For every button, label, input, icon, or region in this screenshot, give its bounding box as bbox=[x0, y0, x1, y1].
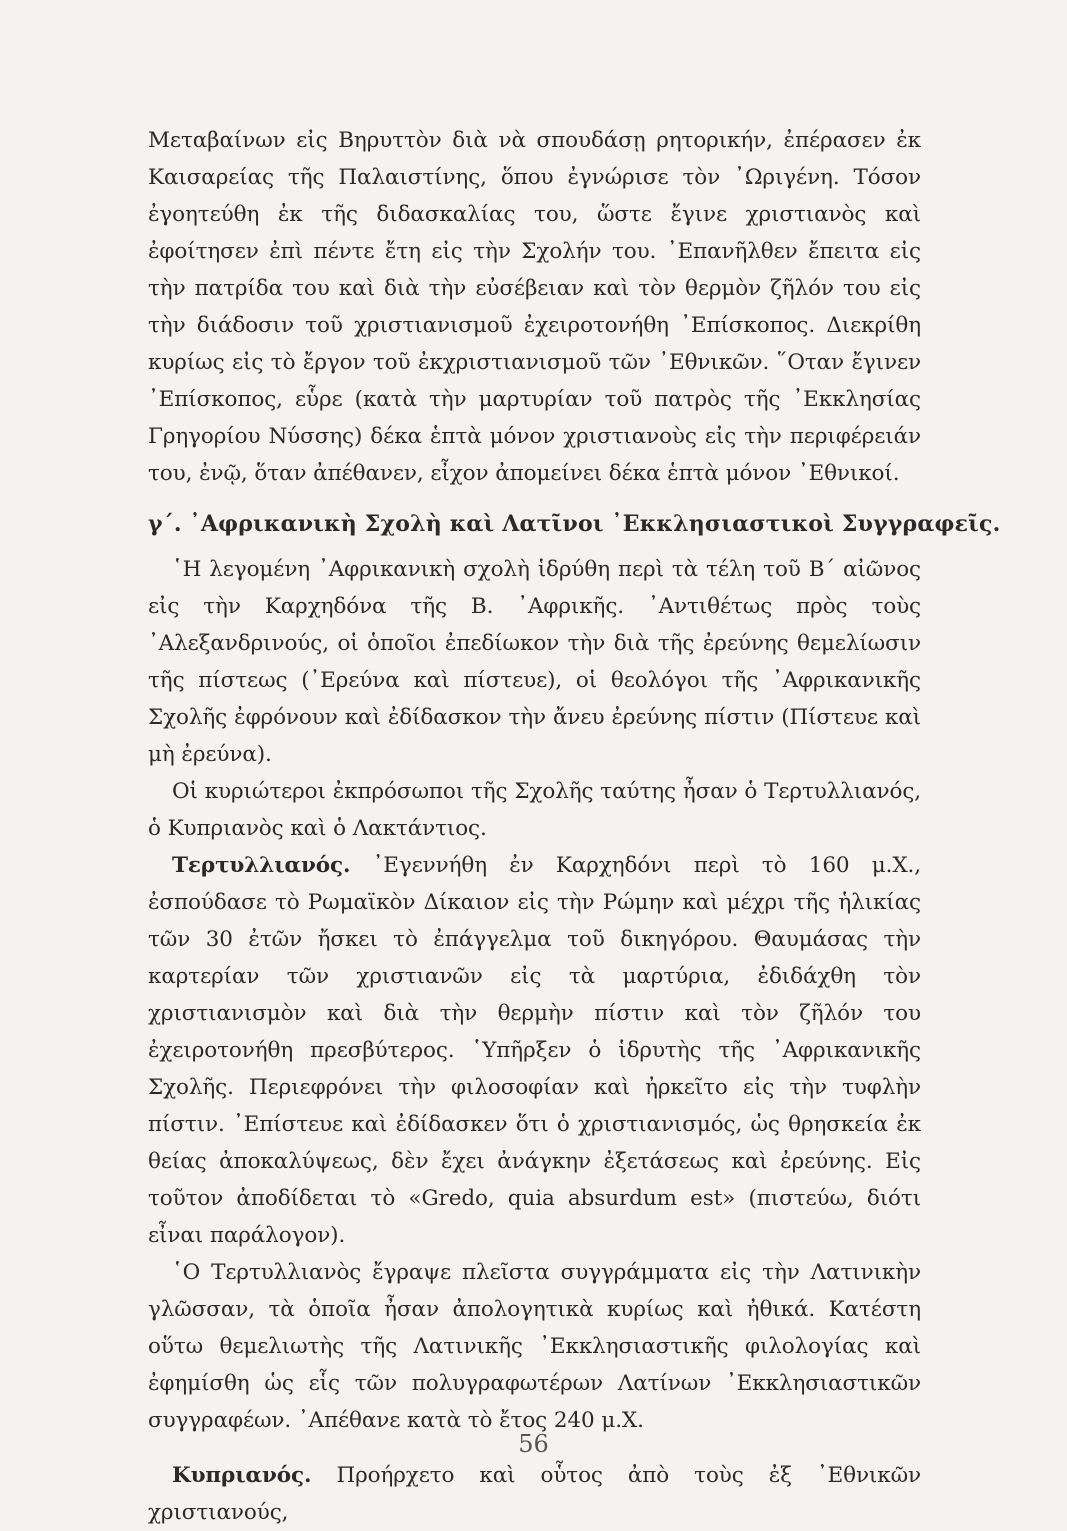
paragraph-cyprian bbox=[148, 1457, 921, 1531]
section-heading: γ΄. ᾿Αφρικανικὴ Σχολὴ καὶ Λατῖνοι ᾿Εκκλησιαστικοὶ Συγγραφεῖς. bbox=[148, 511, 1001, 537]
page-text-block bbox=[148, 122, 1001, 1531]
cyprian-label: Κυπριανός. bbox=[172, 1463, 312, 1488]
tertullian-label: Τερτυλλιανός. bbox=[172, 853, 351, 878]
tertullian-text: ᾿Εγεννήθη ἐν Καρχηδόνι περὶ τὸ 160 μ.Χ., ἐσπούδασε τὸ Ρωμαϊκὸν Δίκαιον εἰς τὴν Ρώμην καὶ μέχρι τῆς ἡλικίας τῶν 30 ἐτῶν ἤσκει τὸ ἐπάγγελμα τοῦ δικηγόρου. Θαυμάσας τὴν καρτερίαν τῶν χριστιανῶν εἰς τὰ μαρτύρια, ἐδιδάχθη τὸν χριστιανισμὸν καὶ διὰ τὴν θερμὴν πίστιν καὶ τὸν ζῆλόν του ἐχειροτονήθη πρεσβύτερος. ῾Υπῆρξεν ὁ ἱδρυτὴς τῆς ᾿Αφρικανικῆς Σχολῆς. Περιεφρόνει τὴν φιλοσοφίαν καὶ ἠρκεῖτο εἰς τὴν τυφλὴν πίστιν. ᾿Επίστευε καὶ ἐδίδασκεν ὅτι ὁ χριστιανισμός, ὡς θρησκεία ἐκ θείας ἀποκαλύψεως, δὲν ἔχει ἀνάγκην ἐξετάσεως καὶ ἐρεύνης. Εἰς τοῦτον ἀποδίδεται τὸ «Gredo, quia absurdum est» (πιστεύω, διότι εἶναι παράλογον). bbox=[148, 853, 922, 1248]
paragraph-origen-student: Μεταβαίνων εἰς Βηρυττὸν διὰ νὰ σπουδάσῃ ρητορικήν, ἐπέρασεν ἐκ Καισαρείας τῆς Παλαιστίνης, ὅπου ἐγνώρισε τὸν ᾿Ωριγένη. Τόσον ἐγοητεύθη ἐκ τῆς διδασκαλίας του, ὥστε ἔγινε χριστιανὸς καὶ ἐφοίτησεν ἐπὶ πέντε ἔτη εἰς τὴν Σχολήν του. ᾿Επανῆλθεν ἔπειτα εἰς τὴν πατρίδα του καὶ διὰ τὴν εὐσέβειαν καὶ τὸν θερμὸν ζῆλόν του εἰς τὴν διάδοσιν τοῦ χριστιανισμοῦ ἐχειροτονήθη ᾿Επίσκοπος. Διεκρίθη κυρίως εἰς τὸ ἔργον τοῦ ἐκχριστιανισμοῦ τῶν ᾿Εθνικῶν. ῞Οταν ἔγινεν ᾿Επίσκοπος, εὗρε (κατὰ τὴν μαρτυρίαν τοῦ πατρὸς τῆς ᾿Εκκλησίας Γρηγορίου Νύσσης) δέκα ἑπτὰ μόνον χριστιανοὺς εἰς τὴν περιφέρειάν του, ἐνῷ, ὅταν ἀπέθανεν, εἶχον ἀπομείνει δέκα ἑπτὰ μόνον ᾿Εθνικοί. bbox=[148, 128, 921, 486]
paragraph-representatives: Οἱ κυριώτεροι ἐκπρόσωποι τῆς Σχολῆς ταύτης ἦσαν ὁ Τερτυλλιανός, ὁ Κυπριανὸς καὶ ὁ Λακτάντιος. bbox=[148, 779, 921, 841]
paragraph-african-school: ῾Η λεγομένη ᾿Αφρικανικὴ σχολὴ ἱδρύθη περὶ τὰ τέλη τοῦ Β΄ αἰῶνος εἰς τὴν Καρχηδόνα τῆς Β. ᾿Αφρικῆς. ᾿Αντιθέτως πρὸς τοὺς ᾿Αλεξανδρινούς, οἱ ὁποῖοι ἐπεδίωκον τὴν διὰ τῆς ἐρεύνης θεμελίωσιν τῆς πίστεως (᾿Ερεύνα καὶ πίστευε), οἱ θεολόγοι τῆς ᾿Αφρικανικῆς Σχολῆς ἐφρόνουν καὶ ἐδίδασκον τὴν ἄνευ ἐρεύνης πίστιν (Πίστευε καὶ μὴ ἐρεύνα). bbox=[148, 557, 921, 767]
paragraph-tertullian-works: ῾Ο Τερτυλλιανὸς ἔγραψε πλεῖστα συγγράμματα εἰς τὴν Λατινικὴν γλῶσσαν, τὰ ὁποῖα ἦσαν ἀπολογητικὰ κυρίως καὶ ἠθικά. Κατέστη οὕτω θεμελιωτὴς τῆς Λατινικῆς ᾿Εκκλησιαστικῆς φιλολογίας καὶ ἐφημίσθη ὡς εἷς τῶν πολυγραφωτέρων Λατίνων ᾿Εκκλησιαστικῶν συγγραφέων. ᾿Απέθανε κατὰ τὸ ἔτος 240 μ.Χ. bbox=[148, 1260, 921, 1433]
cyprian-text: Προήρχετο καὶ οὗτος ἀπὸ τοὺς ἐξ ᾿Εθνικῶν χριστιανούς, bbox=[148, 1463, 921, 1525]
page-number: 56 bbox=[518, 1430, 549, 1458]
paragraph-tertullian bbox=[148, 847, 921, 1254]
